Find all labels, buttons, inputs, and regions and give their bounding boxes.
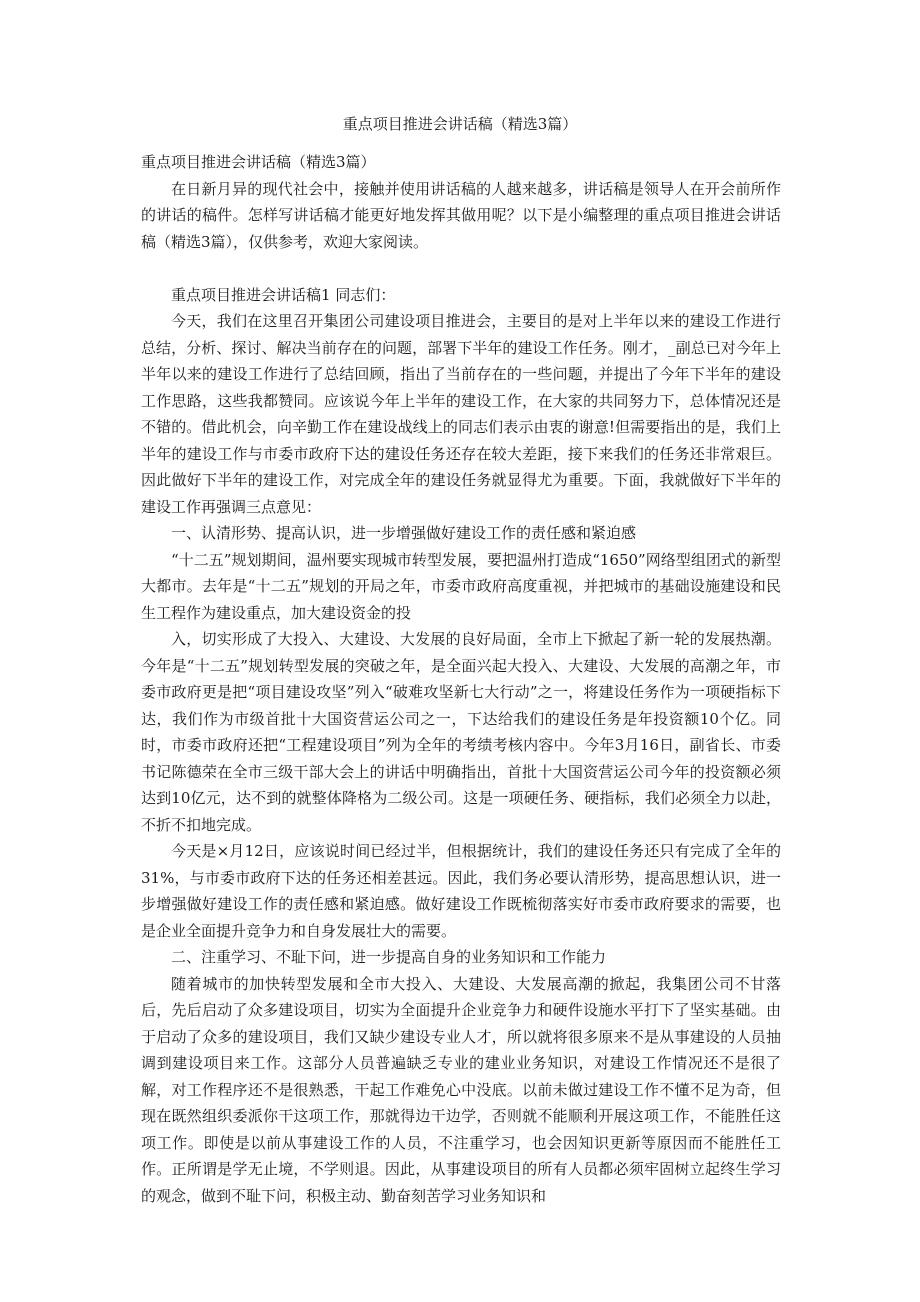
body-paragraph: 随着城市的加快转型发展和全市大投入、大建设、大发展高潮的掀起，我集团公司不甘落后，先后启动了众多建设项目，切实为全面提升企业竞争力和硬件设施水平打下了坚实基础。由于启动了众多的建设项目，我们又缺少建设专业人才，所以就将很多原来不是从事建设的人员抽调到建设项目来工作。这部分人员普遍缺乏专业的建业业务知识，对建设工作情况还不是很了解，对工作程序还不是很熟悉，干起工作难免心中没底。以前未做过建设工作不懂不足为奇，但现在既然组织委派你干这项工作，那就得边干边学，否则就不能顺利开展这项工作，不能胜任这项工作。即使是以前从事建设工作的人员，不注重学习，也会因知识更新等原因而不能胜任工作。正所谓是学无止境，不学则退。因此，从事建设项目的所有人员都必须牢固树立起终生学习的观念，做到不耻下问，积极主动、勤奋刻苦学习业务知识和: [141, 974, 781, 1205]
page-title: 重点项目推进会讲话稿（精选3篇）: [342, 115, 578, 133]
blank-line: [141, 255, 781, 282]
point-heading-1: 一、认清形势、提高认识，进一步增强做好建设工作的责任感和紧迫感: [171, 524, 637, 542]
body-paragraph: 今天是×月12日，应该说时间已经过半，但根据统计，我们的建设任务还只有完成了全年的31%，与市委市政府下达的任务还相差甚远。因此，我们务必要认清形势，提高思想认识，进一步增强做好建设工作的责任感和紧迫感。做好建设工作既梳彻落实好市委市政府要求的需要，也是企业全面提升竞争力和自身发展壮大的需要。: [141, 842, 781, 940]
section-heading: 重点项目推进会讲话稿1 同志们：: [171, 285, 396, 304]
body-paragraph: 入，切实形成了大投入、大建设、大发展的良好局面，全市上下掀起了新一轮的发展热潮。今年是“十二五”规划转型发展的突破之年，是全面兴起大投入、大建设、大发展的高潮之年，市委市政府更是把“项目建设攻坚”列入“破难攻坚新七大行动”之一，将建设任务作为一项硬指标下达，我们作为市级首批十大国资营运公司之一，下达给我们的建设任务是年投资额10个亿。同时，市委市政府还把“工程建设项目”列为全年的考绩考核内容中。今年3月16日，副省长、市委书记陈德荣在全市三级干部大会上的讲话中明确指出，首批十大国资营运公司今年的投资额必须达到10亿元，达不到的就整体降格为二级公司。这是一项硬任务、硬指标，我们必须全力以赴，不折不扣地完成。: [141, 630, 781, 834]
body-paragraph: 今天，我们在这里召开集团公司建设项目推进会，主要目的是对上半年以来的建设工作进行总结，分析、探讨、解决当前存在的问题，部署下半年的建设工作任务。刚才，_副总已对今年上半年以来的建设工作进行了总结回顾，指出了当前存在的一些问题，并提出了今年下半年的建设工作思路，这些我都赞同。应该说今年上半年的建设工作，在大家的共同努力下，总体情况还是不错的。借此机会，向辛勤工作在建设战线上的同志们表示由衷的谢意!但需要指出的是，我们上半年的建设工作与市委市政府下达的建设任务还存在较大差距，接下来我们的任务还非常艰巨。因此做好下半年的建设工作，对完成全年的建设任务就显得尤为重要。下面，我就做好下半年的建设工作再强调三点意见：: [141, 312, 781, 516]
document-body: [141, 149, 781, 1209]
document-subtitle: 重点项目推进会讲话稿（精选3篇）: [141, 153, 376, 171]
intro-paragraph: 在日新月异的现代社会中，接触并使用讲话稿的人越来越多，讲话稿是领导人在开会前所作的讲话的稿件。怎样写讲话稿才能更好地发挥其做用呢？以下是小编整理的重点项目推进会讲话稿（精选3篇），仅供参考，欢迎大家阅读。: [141, 179, 781, 251]
body-paragraph: “十二五”规划期间，温州要实现城市转型发展，要把温州打造成“1650”网络型组团式的新型大都市。去年是“十二五”规划的开局之年，市委市政府高度重视，并把城市的基础设施建设和民生工程作为建设重点，加大建设资金的投: [141, 550, 781, 622]
point-heading-2: 二、注重学习、不耻下问，进一步提高自身的业务知识和工作能力: [171, 948, 607, 966]
